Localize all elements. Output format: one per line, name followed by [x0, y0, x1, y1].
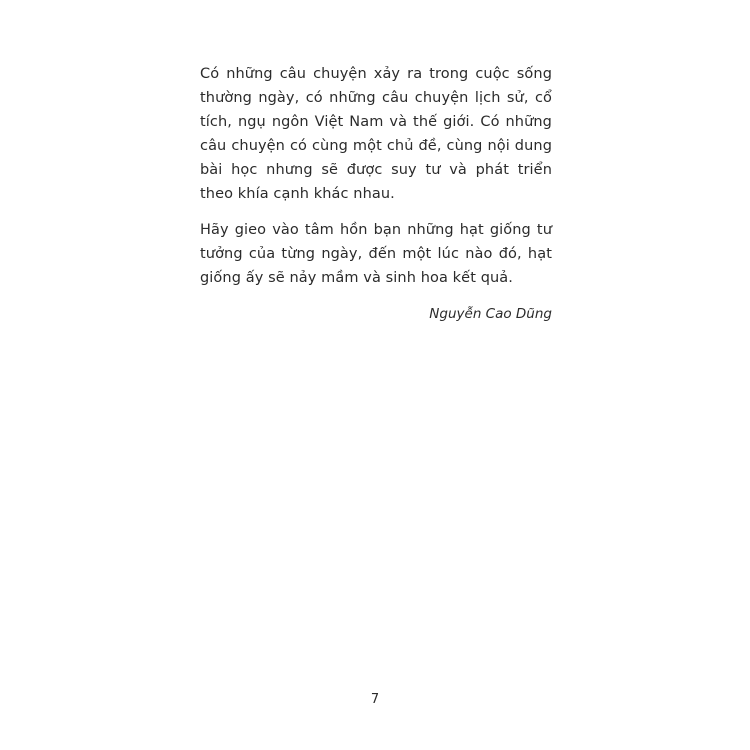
paragraph-2: Hãy gieo vào tâm hồn bạn những hạt giống tư tưởng của từng ngày, đến một lúc nào đó, hạt giống ấy sẽ nảy mầm và sinh hoa kết quả. — [200, 222, 552, 286]
author-signature: Nguyễn Cao Dũng — [429, 306, 552, 322]
text-block — [200, 62, 552, 324]
page-number: 7 — [370, 692, 380, 707]
paragraph-1: Có những câu chuyện xảy ra trong cuộc sống thường ngày, có những câu chuyện lịch sử, cổ tích, ngụ ngôn Việt Nam và thế giới. Có những câu chuyện có cùng một chủ đề, cùng nội dung bài học nhưng sẽ được suy tư và phát triển theo khía cạnh khác nhau. — [200, 66, 552, 202]
